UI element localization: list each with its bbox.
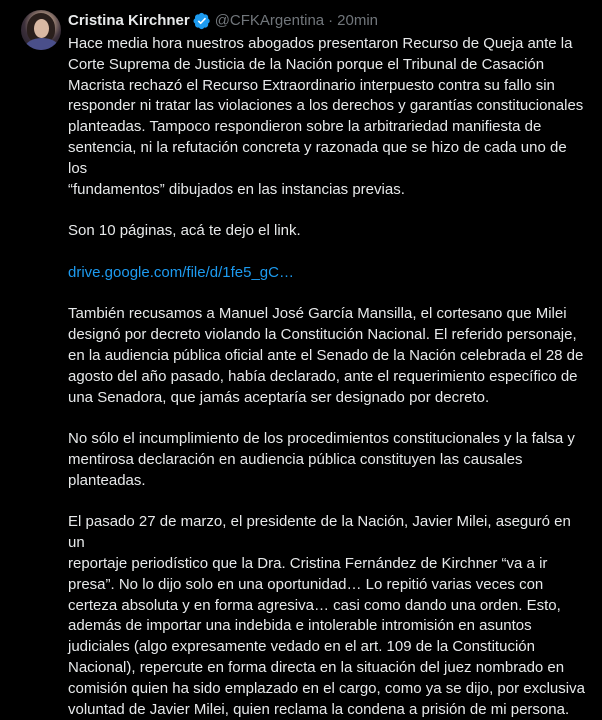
paragraph-2: Son 10 páginas, acá te dejo el link. bbox=[68, 222, 301, 240]
avatar[interactable] bbox=[21, 10, 61, 50]
verified-badge-icon bbox=[193, 12, 211, 30]
author-handle[interactable]: @CFKArgentina bbox=[214, 12, 325, 29]
paragraph-1: Hace media hora nuestros abogados presentaron Recurso de Queja ante la Corte Suprema de Justicia de la Nación porque el Tribunal de Casación Macrista rechazó el Recurso Extraordinario interpuesto contra su fallo sin responder ni tratar las violaciones a los derechos y garantías constitucionales planteadas. Tampoco respondieron sobre la arbitrariedad manifiesta de sentencia, ni la refutación concreta y razonada que se hizo de cada uno de los “fundamentos” dibujados en las instancias previas. bbox=[68, 35, 584, 198]
paragraph-gap bbox=[68, 200, 588, 221]
paragraph-gap bbox=[68, 492, 588, 513]
post-timestamp[interactable]: 20min bbox=[337, 12, 379, 29]
paragraph-4: No sólo el incumplimiento de los procedimientos constitucionales y la falsa y mentirosa declaración en audiencia pública constituyen las causales planteadas. bbox=[68, 430, 575, 489]
paragraph-3: También recusamos a Manuel José García Mansilla, el cortesano que Milei designó por decreto violando la Constitución Nacional. El referido personaje, en la audiencia pública oficial ante el Senado de la Nación celebrada el 28 de agosto del año pasado, había declarado, ante el requerimiento específico de una Senadora, que jamás aceptaría ser designado por decreto. bbox=[68, 305, 584, 406]
avatar-face bbox=[34, 19, 49, 38]
header-separator: · bbox=[328, 12, 334, 29]
author-name[interactable]: Cristina Kirchner bbox=[68, 12, 190, 29]
avatar-body bbox=[25, 38, 59, 50]
paragraph-gap bbox=[68, 284, 588, 305]
drive-link[interactable]: drive.google.com/file/d/1fe5_gC… bbox=[68, 263, 294, 281]
tweet-header bbox=[68, 11, 378, 31]
paragraph-gap bbox=[68, 408, 588, 429]
tweet-body bbox=[68, 34, 588, 720]
paragraph-gap bbox=[68, 242, 588, 263]
paragraph-5: El pasado 27 de marzo, el presidente de la Nación, Javier Milei, aseguró en un reportaje periodístico que la Dra. Cristina Fernández de Kirchner “va a ir presa”. No lo dijo solo en una oportunidad… Lo repitió varias veces con certeza absoluta y en forma agresiva… casi como dando una orden. Esto, además de importar una indebida e intolerable intromisión en asuntos judiciales (algo expresamente vedado en el art. 109 de la Constitución Nacional), repercute en forma directa en la situación del juez nombrado en comisión quien ha sido emplazado en el cargo, como ya se dijo, por exclusiva voluntad de Javier Milei, quien reclama la condena a prisión de mi persona. bbox=[68, 513, 585, 718]
